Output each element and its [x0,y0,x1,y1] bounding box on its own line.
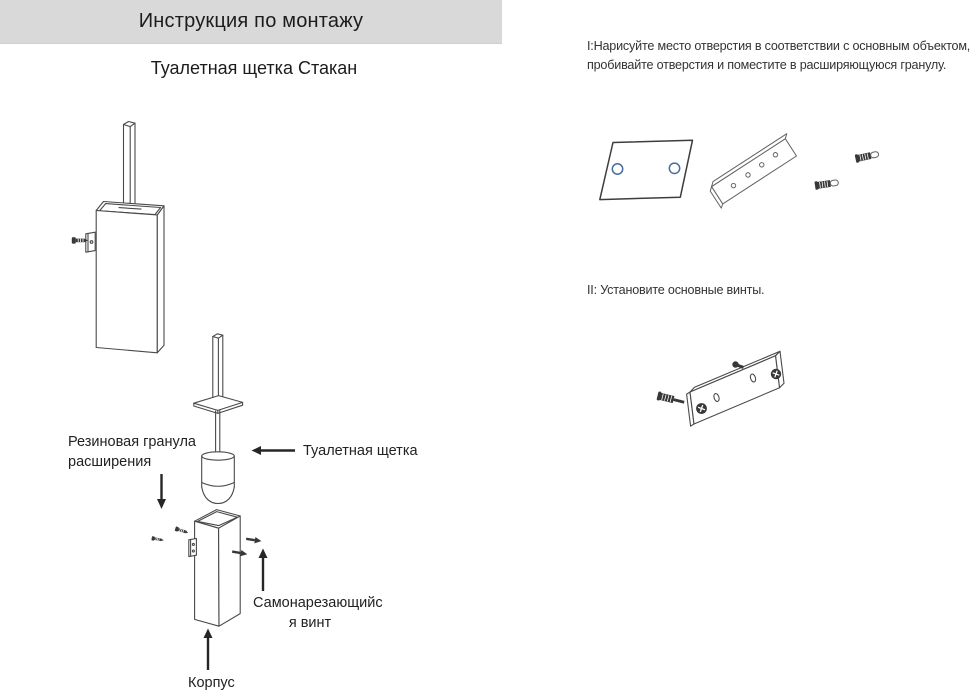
screw-icon [246,536,262,545]
step1-text-line1: I:Нарисуйте место отверстия в соответствии с основным объектом, [587,39,970,53]
step2-drawing [656,351,784,426]
wall-anchor-icon [656,391,685,406]
mounting-bracket [707,134,802,208]
arrow-body [204,629,213,671]
holder-handle [124,122,136,209]
page-title: Инструкция по монтажу [138,10,364,32]
brush-handle [213,334,223,402]
drill-hole-icon [669,163,679,173]
arrow-screw [259,549,268,592]
wall-surface [600,140,693,199]
wall-anchor-icon [814,178,838,190]
holder-box [96,202,164,353]
phillips-screw-icon [696,403,707,414]
label-self-tapping-screw: Самонарезающийс я винт [253,595,383,631]
brush-rod [216,410,220,453]
product-subtitle: Туалетная щетка Стакан [150,58,358,78]
label-toilet-brush: Туалетная щетка [303,443,418,459]
label-expansion-granule: Резиновая гранула расширения [68,434,196,470]
label-body: Корпус [188,675,235,691]
arrow-brush [252,446,296,455]
step1-text [587,37,970,75]
brush-flange [194,396,243,414]
wall-anchor-icon [855,150,880,163]
drill-hole-icon [612,164,622,174]
step1-drawing [600,134,880,208]
assembled-holder-drawing [72,122,164,353]
step1-text-line2: пробивайте отверстия и поместите в расширяющуюся гранулу. [587,58,947,72]
body-box [195,510,241,627]
arrow-granule [157,474,166,509]
mounting-plate-icon [189,538,197,556]
phillips-screw-icon [771,369,781,379]
screw-icon [175,526,189,535]
screw-icon [151,536,164,542]
step2-text: II: Установите основные винты. [587,283,765,297]
wall-bracket [86,232,95,252]
brush-head [202,452,235,504]
